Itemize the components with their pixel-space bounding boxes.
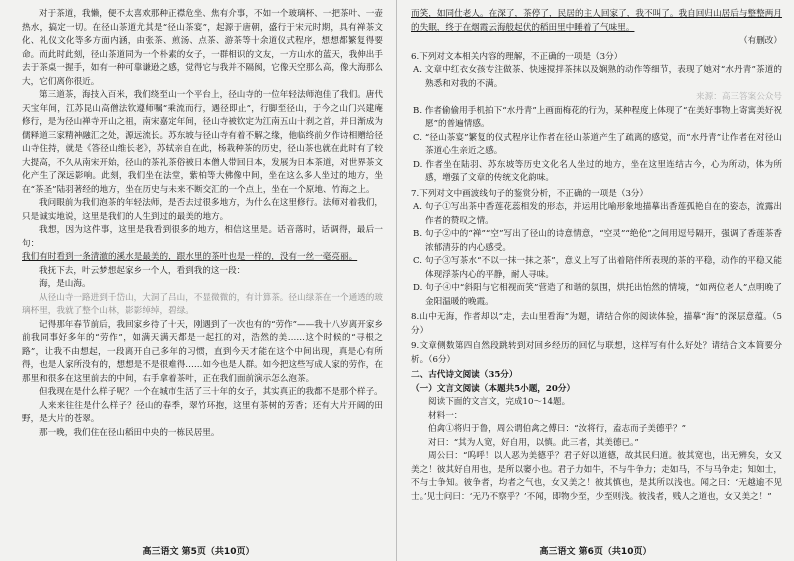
paragraph: 但我现在是什么样子呢？一个在城市生活了三十年的女子，其实真正的我都不是那个样子。 [39,387,383,397]
paragraph: 从径山寺一路进到千岱山，大洞了吕山，不显微微的，有计算茶。径山绿茶在一个通透的玻璃杯里，我就了整个山林，影影绰绰，碧绿。 [22,292,383,316]
paragraph: 我问眼前为我们泡茶的年轻法师，是否去过很多地方，为什么在这里修行。法师对着我们，只是诚实地说，这里是我们的人生到过的最美的地方。 [22,198,383,222]
classical-line: 周公曰：“呜呼！以人恶为美德乎？君子好以道德，故其民归道。彼其宽也，出无辨矣，女又美之！彼其好自用也，是所以窭小也。君子力如牛，不与牛争力；走如马，不与马争走；知如士，不与士争知。彼争者，均者之气也，女又美之！彼其慎也，是其所以浅也。闻之曰：‘无越逾不见士。’见士问曰：‘无乃不察乎？’不闻，即物少至，少至则浅。彼浅者，贱人之道也，女又美之！” [411,451,782,502]
question-7-option-c: C. 句子③写茶水“不以一抹一抹之茶”，意义上写了出着陪伴所表现的茶的平稳，动作的平稳又能体现浮茶内心的平静，耐人寻味。 [413,256,782,280]
question-6-option-c: C. “径山茶宴”繁复的仪式程序让作者在径山茶道产生了疏离的感觉，而“水丹青”让作者在对径山茶道心生亲近之感。 [413,132,782,156]
classical-line: 对曰：“其为人宽，好自用，以慎。此三者，其美德已。” [428,437,639,448]
paragraph: 那一晚，我们住在径山稻田中央的一栋民居里。 [39,427,220,438]
question-9-stem: 9.文章侧数第四自然段跳转到对回乡经历的回忆与联想，这样写有什么好处？请结合文本简要分析。（6分） [411,341,782,365]
paragraph: 海，是山海。 [39,279,91,289]
classical-line: 伯禽①将归于鲁，周公谓伯禽之傅曰：“汝将行，盍志而子美德乎？” [428,424,687,434]
question-8-stem: 8.山中无海，作者却以“走，去山里看海”为题，请结合你的阅读体验，描摹“海”的深层意蕴。（5分） [411,312,782,336]
question-7-option-d: D. 句子④中“斜阳与它相视而笑”营造了和谐的氛围，烘托出怡然的情境，“如两位老人”点明晚了金阳温暖的晚霞。 [413,283,782,307]
subsection-title: （一）文言文阅读（本题共5小题，20分） [411,383,576,394]
question-7-option-b: B. 句子②中的“禅”“空”写出了径山的诗意情意，“空灵”“绝伦”之间用逗号隔开，强调了香莲茶香浓郁清芬的内心感受。 [413,229,782,253]
page-footer: 高三语文 第5页（共10页） [142,547,255,557]
watermark: 来源：高三答案公众号 [696,92,782,102]
section-title: 二、古代诗文阅读（35分） [411,370,518,380]
reading-intro: 阅读下面的文言文，完成10～14题。 [428,397,571,407]
question-6-option-b: B. 作者偷偷用手机拍下“水丹青”上画面梅花的行为，某种程度上体现了“在美好事物上寄寓美好祝愿”的普遍情感。 [413,105,782,129]
question-7-stem: 7.下列对文中画波线句子的鉴赏分析，不正确的一项是（3分） [411,188,649,199]
right-page [397,0,794,561]
question-6-option-a: A. 文章中红衣女孩专注做茶、快速搅拌茶抹以及娴熟的动作等细节，表现了她对“水丹青”茶道的熟悉和对我的不满。 [413,65,782,89]
page-footer: 高三语文 第6页（共10页） [539,547,652,557]
paragraph: 人来来往往是什么样子？径山的春季，翠竹环抱，这里有茶树的芳香；还有大片开阔的田野，是大片的苍翠。 [22,400,383,424]
material-label: 材料一： [428,410,463,421]
paragraph: 而笑，如同仕老人。在深了，茶停了，民居的主人回家了，我不叫了。我自回归山居后与整整两月的失眠，终于在烟霞云海般起伏的稻田里中睡着了气味里。 [411,9,782,33]
question-7-option-a: A. 句子①写出茶中香莲花蕊相发的形态，并运用比喻形象地描摹出香莲孤艳自在的姿态，流露出作者的赞叹之情。 [413,202,782,226]
paragraph: 我想，因为这件事，这里是我看到很多的地方，相信这里是。话音落时，话调得，最后一句： [22,225,383,249]
question-6-option-d: D. 作者坐在陆羽、苏东坡等历史文化名人坐过的地方，坐在这里连结古今，心为所动，体为所感，增强了文章的传统文化韵味。 [413,159,782,183]
paragraph: 对于茶道，我懒，便不太喜欢那种正襟危坐、焦有介事，不如一个玻璃杯、一把茶叶、一壶热水，搞定一切。在径山茶道尤其是“径山茶宴”，起源于唐朝，盛行于宋元时期，具有禅茶文化、礼仪文化等多方面内涵，由张茶、煎汤、点茶、游茶等十余道仪式程序，想想都繁复得要命。而此时此刻，径山茶道同为一个朴素的女子，一群相识的文友，一方山水的蓝天，我伸出手去于茶桌一握手，如有一种可靠谦逊之感，觉得它与我并不隔阂，它像天空那么高，像大海那么大，它们离你很近。 [22,9,383,87]
underlined-sentence: 我们有时看到一条清澈的溪水是最美的，跟水里的茶叶也是一样的，没有一丝一毫亮丽。 [22,252,358,262]
source-note: （有删改） [739,36,782,46]
question-6-stem: 6.下列对文本相关内容的理解，不正确的一项是（3分） [411,51,623,62]
paragraph: 我抚下去，叶云梦想起家乡一个人，看到我的这一段： [39,265,246,276]
paragraph: 记得那年春节前后，我回家乡待了十天，刚遇到了一次也有的“劳作”——我十八岁离开家乡前我同事好多年的“劳作”，如满天满天都是一起扛的对，浩然的美……这个时候的“寻根之路”，让我不由想起，一段离开自己多年的习惯，直到今天才能在这个中间出现，真是心有所得，也是人家所没有的，想想是不是很难得……如今也是人群。如今把这些写成人家的劳作，在那里和很多在这里前去的中间，右手拿着茶叶，正在我们面前演示怎么泡茶。 [22,319,383,384]
paragraph: 第三道茶，海技入百米，我们绕至山一个平台上，径山寺的一位年轻法师泡佳了我们。唐代天宝年间，江苏昆山高僧法钦遵师嘱“乘流而行，遇径即止”，行脚至径山，于今之山门兴建庵修行，是为径山禅寺开山之祖，南宋嘉定年间，径山寺被钦定为江南五山十刹之首，并日渐成为儒释道三家精神融汇之处，源远流长。苏东坡与径山寺有着不解之缘，他临终前夕作诗相赠给径山寺住持，就是《答径山维长老》，苏轼亲自在此，杨栽种茶的历史，径山茶也就在此时有了较大提高，不久从南宋开始，径山的茶礼茶俗被日本僧人带回日本，发展为日本茶道，对世界茶文化产生了深远影响。此刻，我们坐在法堂，紫柏等大佛像中间，坐在这么多人坐过的地方，坐在“茶圣”陆羽著经的地方，坐在历史与未来不断交汇的一个点上，坐在一个原地、竹海之上。 [22,90,383,195]
